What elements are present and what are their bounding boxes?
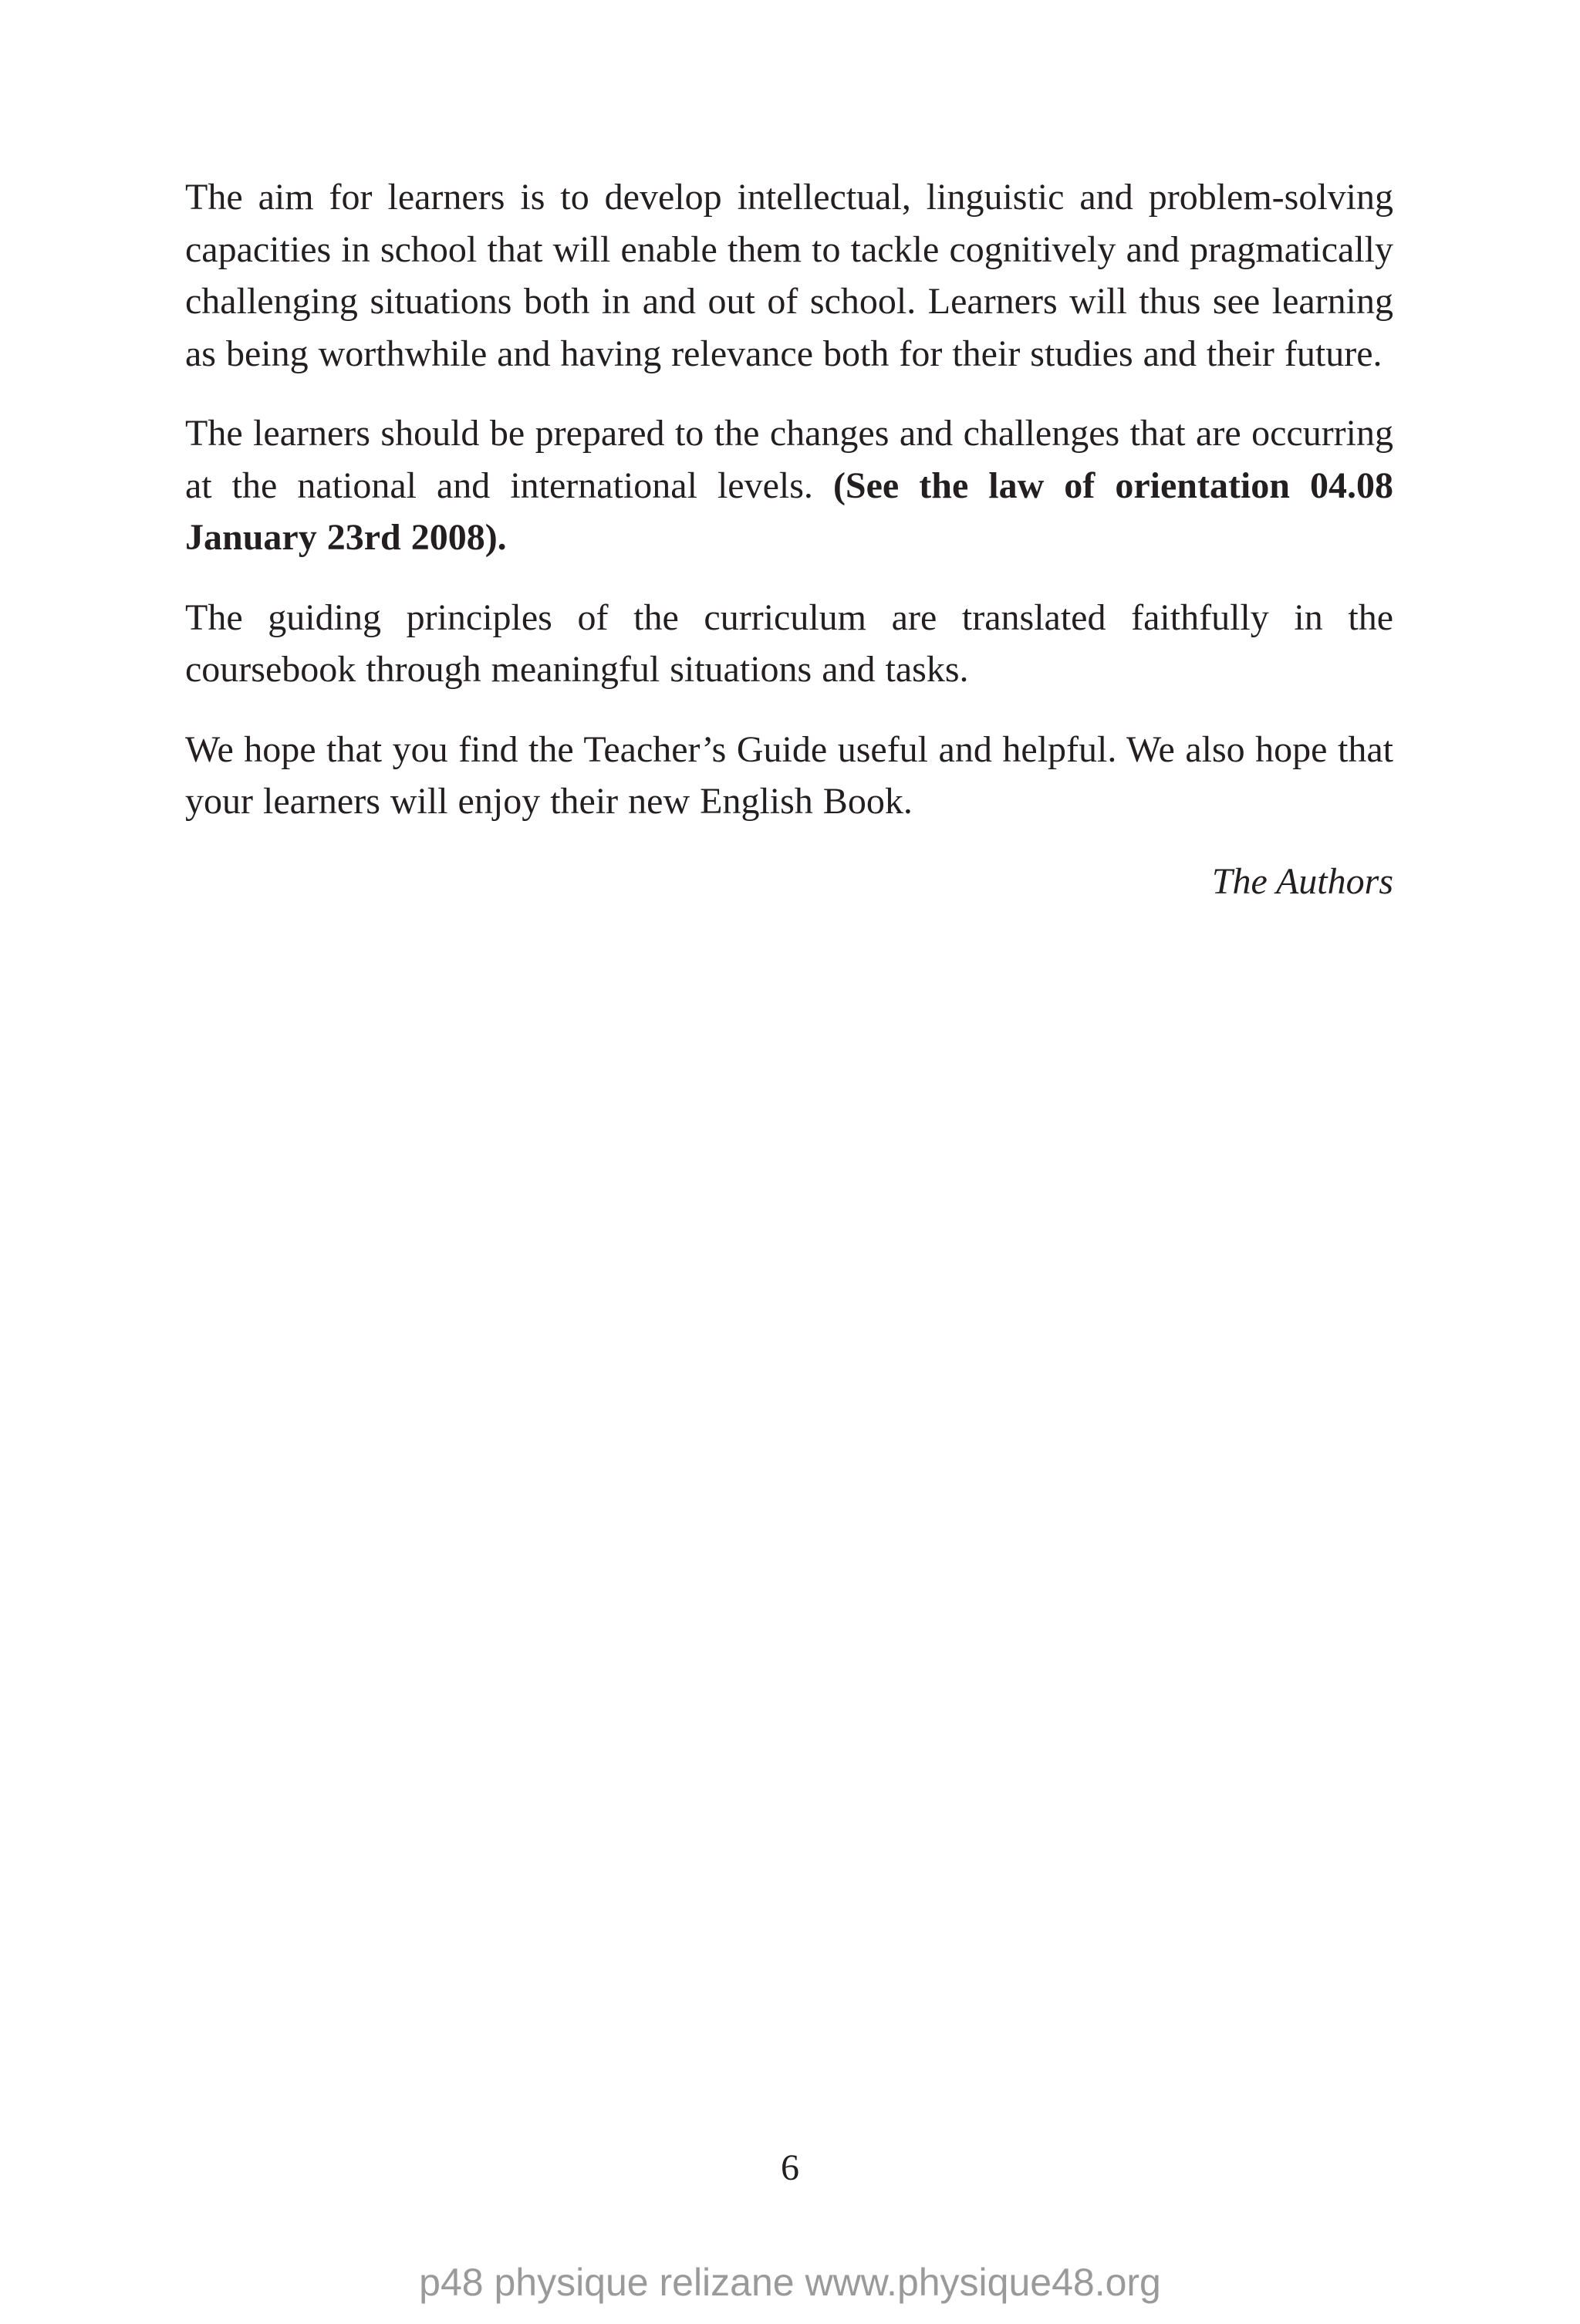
paragraph-hope (185, 724, 1393, 828)
paragraph-principles (185, 592, 1393, 696)
document-body (185, 171, 1393, 907)
signature: The Authors (1211, 860, 1393, 902)
law-reference: (See the law of orientation 04.08 January 23rd 2008). (185, 464, 1393, 558)
paragraph-learners-text: The learners should be prepared to the changes and challenges that are occurring at the national and international levels. (185, 413, 1393, 506)
watermark: p48 physique relizane www.physique48.org (419, 2261, 1161, 2304)
page-number: 6 (781, 2147, 799, 2188)
paragraph-hope-text: We hope that you find the Teacher’s Guide useful and helpful. We also hope that your learners will enjoy their new English Book. (185, 728, 1393, 822)
paragraph-aim-text: The aim for learners is to develop intellectual, linguistic and problem-solving capacities in school that will enable them to tackle cognitively and pragmatically challenging situations both in and out of school. Learners will thus see learning as being worthwhile and having relevance both for their studies and their future. (185, 177, 1393, 374)
paragraph-learners (185, 407, 1393, 564)
paragraph-aim (185, 171, 1393, 380)
paragraph-principles-text: The guiding principles of the curriculum are translated faithfully in the coursebook through meaningful situations and tasks. (185, 596, 1393, 690)
